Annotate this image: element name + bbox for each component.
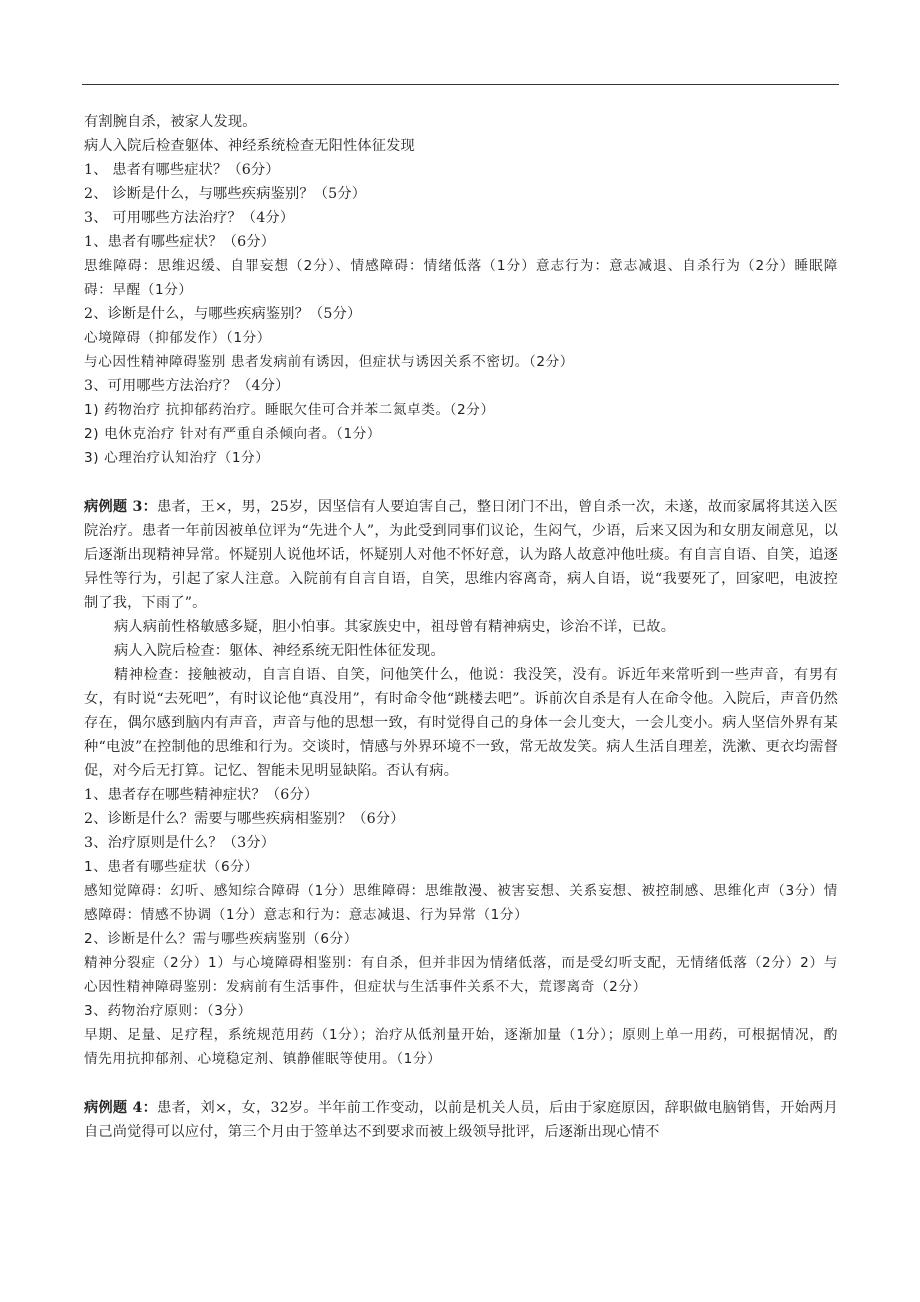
text-line: 1、 患者有哪些症状？（6分） [84,162,280,178]
case-label: 病例题 3： [84,499,158,515]
answer-line: 2、诊断是什么？需与哪些疾病鉴别（6分） [84,931,358,947]
indented-paragraph: 病人病前性格敏感多疑，胆小怕事。其家族史中，祖母曾有精神病史，诊治不详，已故。 [114,619,676,635]
header-rule [82,84,839,85]
text-line: 2、诊断是什么？需要与哪些疾病相鉴别？（6分） [84,811,405,827]
answer-line: 感知觉障碍：幻听、感知综合障碍（1分）思维障碍：思维散漫、被害妄想、关系妄想、被控制感、思维化声（3分）情感障碍：情感不协调（1分）意志和行为：意志减退、行为异常（1分） [84,883,838,923]
text-line: 病人入院后检查躯体、神经系统检查无阳性体征发现 [84,138,415,154]
answer-line: 3、药物治疗原则：（3分） [84,1003,252,1019]
indented-paragraph: 精神检查：接触被动，自言自语、自笑，问他笑什么，他说：我没笑，没有。诉近年来常听到一些声音，有男有女，有时说“去死吧”，有时议论他“真没用”，有时命令他“跳楼去吧”。诉前次自杀是有人在命令他。入院后，声音仍然存在，偶尔感到脑内有声音，声音与他的思想一致，有时觉得自己的身体一会儿变大，一会儿变小。病人坚信外界有某种“电波”在控制他的思维和行为。交谈时，情感与外界环境不一致，常无故发笑。病人生活自理差，洗漱、更衣均需督促，对今后无打算。记忆、智能未见明显缺陷。否认有病。 [84,667,838,779]
case-label: 病例题 4： [84,1100,158,1116]
answer-line: 心境障碍（抑郁发作）（1分） [84,330,271,346]
text-line: 2、 诊断是什么，与哪些疾病鉴别？（5分） [84,186,367,202]
paragraph-gap [84,1071,838,1096]
text-line: 有割腕自杀，被家人发现。 [84,114,257,130]
text-line: 3、 可用哪些方法治疗？（4分） [84,210,295,226]
answer-line: 早期、足量、足疗程，系统规范用药（1分）；治疗从低剂量开始，逐渐加量（1分）；原则上单一用药，可根据情况，酌情先用抗抑郁剂、心境稳定剂、镇静催眠等使用。（1分） [84,1027,838,1067]
answer-line: 与心因性精神障碍鉴别 患者发病前有诱因，但症状与诱因关系不密切。（2分） [84,354,574,370]
answer-line: 3) 心理治疗认知治疗（1分） [84,450,270,466]
case-intro-paragraph [84,1096,838,1144]
paragraph-gap [84,470,838,495]
answer-line: 1) 药物治疗 抗抑郁药治疗。睡眠欠佳可合并苯二氮卓类。（2分） [84,402,495,418]
answer-line: 精神分裂症（2分）1）与心境障碍相鉴别：有自杀，但并非因为情绪低落，而是受幻听支配，无情绪低落（2分）2）与心因性精神障碍鉴别：发病前有生活事件，但症状与生活事件关系不大，荒谬离奇（2分） [84,955,838,995]
answer-line: 1、患者有哪些症状（6分） [84,859,259,875]
case-intro-paragraph [84,495,838,615]
text-line: 3、治疗原则是什么？（3分） [84,835,276,851]
answer-line: 2) 电休克治疗 针对有严重自杀倾向者。（1分） [84,426,382,442]
text-line: 1、患者有哪些症状？（6分） [84,234,276,250]
text-line: 3、可用哪些方法治疗？（4分） [84,378,290,394]
text-line: 2、诊断是什么，与哪些疾病鉴别？（5分） [84,306,362,322]
indented-paragraph: 病人入院后检查：躯体、神经系统无阳性体征发现。 [114,643,445,659]
case-text: 患者，刘×，女，32岁。半年前工作变动，以前是机关人员，后由于家庭原因，辞职做电脑销售，开始两月自己尚觉得可以应付，第三个月由于签单达不到要求而被上级领导批评，后逐渐出现心情不 [84,1100,838,1140]
answer-line: 思维障碍：思维迟缓、自罪妄想（2分）、情感障碍：情绪低落（1分）意志行为：意志减退、自杀行为（2分）睡眠障碍：早醒（1分） [84,258,838,298]
document-body [84,110,838,1144]
case-text: 患者，王×，男，25岁，因坚信有人要迫害自己，整日闭门不出，曾自杀一次，未遂，故而家属将其送入医院治疗。患者一年前因被单位评为“先进个人”，为此受到同事们议论，生闷气，少语，后来又因为和女朋友闹意见，以后逐渐出现精神异常。怀疑别人说他坏话，怀疑别人对他不怀好意，认为路人故意冲他吐痰。有自言自语、自笑，追逐异性等行为，引起了家人注意。入院前有自言自语，自笑，思维内容离奇，病人自语，说“我要死了，回家吧，电波控制了我，下雨了”。 [84,499,838,611]
text-line: 1、患者存在哪些精神症状？（6分） [84,787,319,803]
